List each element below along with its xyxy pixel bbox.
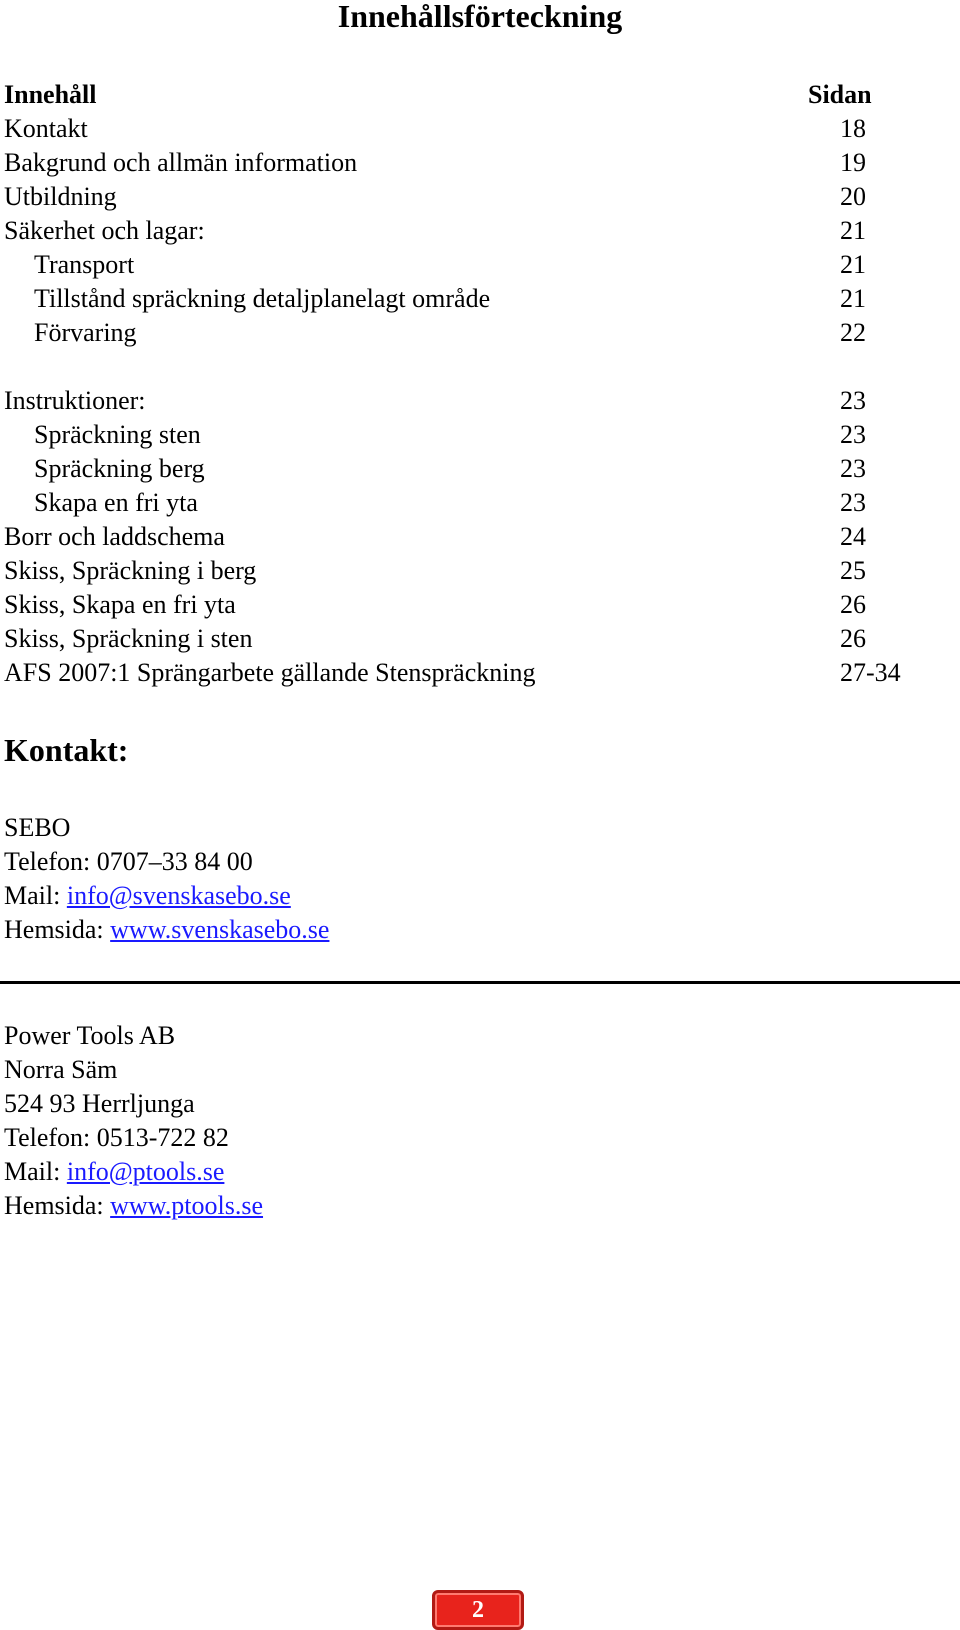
toc-entry (4, 384, 904, 418)
toc-entry-page: 23 (840, 420, 866, 449)
toc-entry-page: 23 (840, 386, 866, 415)
toc-entry-label: Borr och laddschema (4, 522, 225, 551)
street-address: Norra Säm (4, 1055, 118, 1084)
company-name: Power Tools AB (4, 1021, 176, 1050)
horizontal-divider (0, 981, 960, 984)
toc-entry-page: 26 (840, 624, 866, 653)
toc-entry-page: 27-34 (840, 658, 901, 687)
toc-entry-page: 22 (840, 318, 866, 347)
toc-entry (4, 112, 904, 146)
toc-entry (4, 622, 904, 656)
toc-subentry (4, 248, 904, 282)
contact-heading: Kontakt: (4, 732, 129, 768)
toc-entry-page: 20 (840, 182, 866, 211)
toc-entry-label: Skapa en fri yta (34, 488, 198, 517)
toc-header (4, 78, 904, 112)
phone-number: 0513-722 82 (96, 1123, 229, 1152)
website-label: Hemsida: (4, 915, 104, 944)
toc-entry-page: 21 (840, 250, 866, 279)
toc-entry-label: Säkerhet och lagar: (4, 216, 205, 245)
toc-entry (4, 520, 904, 554)
toc-entry-page: 25 (840, 556, 866, 585)
power-tools-contact-block (4, 1019, 263, 1223)
toc-subentry (4, 418, 904, 452)
toc-entry-label: Bakgrund och allmän information (4, 148, 358, 177)
website-label: Hemsida: (4, 1191, 104, 1220)
toc-entry-page: 26 (840, 590, 866, 619)
toc-entry-label: Instruktioner: (4, 386, 146, 415)
page-title: Innehållsförteckning (337, 0, 623, 34)
toc-entry-page: 24 (840, 522, 866, 551)
toc-entry-label: Förvaring (34, 318, 137, 347)
phone-line (4, 1121, 263, 1155)
toc-entry-label: Tillstånd spräckning detaljplanelagt område (34, 284, 491, 313)
toc-entry-page: 19 (840, 148, 866, 177)
toc-entry-label: Spräckning sten (34, 420, 201, 449)
toc-entry-label: Skiss, Skapa en fri yta (4, 590, 236, 619)
toc-entry-label: Skiss, Spräckning i sten (4, 624, 253, 653)
toc-entry (4, 588, 904, 622)
email-link[interactable]: info@ptools.se (66, 1157, 225, 1186)
toc-entry-label: AFS 2007:1 Sprängarbete gällande Stenspräckning (4, 658, 536, 687)
toc-entry-page: 21 (840, 216, 866, 245)
table-of-contents (4, 78, 904, 690)
toc-entry-page: 23 (840, 488, 866, 517)
toc-entry-label: Kontakt (4, 114, 88, 143)
mail-label: Mail: (4, 881, 61, 910)
toc-subentry (4, 282, 904, 316)
website-line (4, 1189, 263, 1223)
toc-entry-page: 23 (840, 454, 866, 483)
toc-entry-label: Spräckning berg (34, 454, 205, 483)
toc-header-label: Innehåll (4, 80, 97, 109)
company-name: SEBO (4, 813, 71, 842)
phone-label: Telefon: (4, 1123, 91, 1152)
toc-entry-label: Utbildning (4, 182, 117, 211)
toc-entry-label: Transport (34, 250, 135, 279)
toc-subentry (4, 486, 904, 520)
toc-entry-label: Skiss, Spräckning i berg (4, 556, 257, 585)
mail-label: Mail: (4, 1157, 61, 1186)
toc-entry (4, 146, 904, 180)
toc-entry (4, 554, 904, 588)
phone-number: 0707–33 84 00 (96, 847, 253, 876)
toc-entry (4, 656, 904, 690)
toc-entry (4, 214, 904, 248)
website-line (4, 913, 329, 947)
page-number-badge: 2 (432, 1590, 524, 1630)
phone-line (4, 845, 329, 879)
toc-header-page: Sidan (808, 80, 872, 109)
toc-subentry (4, 452, 904, 486)
website-link[interactable]: www.svenskasebo.se (110, 915, 330, 944)
postal-address: 524 93 Herrljunga (4, 1089, 195, 1118)
toc-entry (4, 180, 904, 214)
mail-line (4, 1155, 263, 1189)
website-link[interactable]: www.ptools.se (110, 1191, 264, 1220)
toc-spacer (4, 350, 904, 384)
email-link[interactable]: info@svenskasebo.se (66, 881, 291, 910)
sebo-contact-block (4, 811, 329, 947)
toc-subentry (4, 316, 904, 350)
phone-label: Telefon: (4, 847, 91, 876)
toc-entry-page: 18 (840, 114, 866, 143)
toc-entry-page: 21 (840, 284, 866, 313)
mail-line (4, 879, 329, 913)
